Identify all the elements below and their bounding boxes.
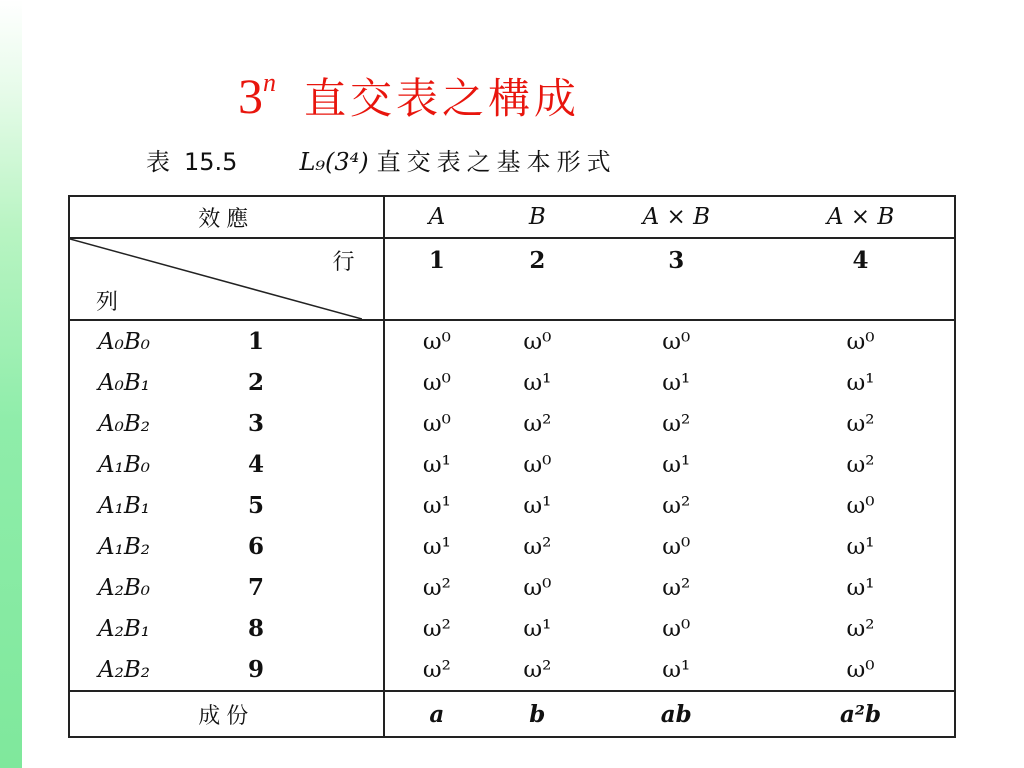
cell-value: ω² (523, 656, 552, 683)
title-text: 直交表之構成 (304, 74, 581, 123)
row-index: 3 (248, 410, 265, 437)
cell-value: ω² (662, 410, 691, 437)
cell-value: ω² (846, 451, 875, 478)
cell-value: ω¹ (662, 451, 691, 478)
cell-value: ω⁰ (846, 492, 875, 519)
treatment-label: A₁B₂ (98, 534, 150, 560)
cell-value: ω⁰ (846, 328, 875, 355)
row-index: 5 (248, 492, 265, 519)
column-number: 4 (767, 238, 955, 320)
title-base: 3 (238, 68, 263, 124)
cell-value: ω¹ (846, 574, 875, 601)
treatment-label: A₂B₀ (98, 575, 150, 601)
effect-cell: A (384, 196, 490, 238)
orthogonal-array-table (68, 195, 956, 738)
row-index: 4 (248, 451, 265, 478)
row-index: 1 (248, 328, 265, 355)
cell-value: ω¹ (846, 369, 875, 396)
component-cell: b (489, 691, 585, 737)
row-index: 2 (248, 369, 265, 396)
title-exponent: n (263, 68, 276, 97)
cell-value: ω² (523, 410, 552, 437)
caption-label: 表 (146, 148, 170, 176)
effect-cell: A × B (767, 196, 955, 238)
row-index: 9 (248, 656, 265, 683)
component-cell: ab (585, 691, 767, 737)
cell-value: ω² (422, 615, 451, 642)
table-row (69, 444, 955, 485)
row-index: 8 (248, 615, 265, 642)
treatment-label: A₁B₀ (98, 452, 150, 478)
effects-header-row (69, 196, 955, 238)
component-cell: a²b (767, 691, 955, 737)
cell-value: ω⁰ (846, 656, 875, 683)
component-cell: a (384, 691, 490, 737)
slide-title (238, 66, 580, 136)
cell-value: ω² (422, 656, 451, 683)
effect-cell: B (489, 196, 585, 238)
effect-cell: A × B (585, 196, 767, 238)
cell-value: ω⁰ (662, 615, 691, 642)
component-row (69, 691, 955, 737)
treatment-label: A₁B₁ (98, 493, 150, 519)
cell-value: ω⁰ (523, 451, 552, 478)
cell-value: ω⁰ (422, 328, 451, 355)
table-caption (146, 142, 617, 182)
cell-value: ω² (662, 574, 691, 601)
cell-value: ω⁰ (662, 328, 691, 355)
component-label: 成份 (69, 691, 384, 737)
table-row (69, 649, 955, 691)
column-number: 1 (384, 238, 490, 320)
table-row (69, 320, 955, 362)
cell-value: ω⁰ (422, 369, 451, 396)
left-accent-bar (0, 0, 22, 768)
column-number: 2 (489, 238, 585, 320)
cell-value: ω¹ (422, 492, 451, 519)
effect-label: 效應 (69, 196, 384, 238)
cell-value: ω¹ (422, 533, 451, 560)
table-row (69, 403, 955, 444)
caption-text: 直交表之基本形式 (376, 148, 617, 176)
cell-value: ω² (422, 574, 451, 601)
cell-value: ω¹ (662, 369, 691, 396)
row-index: 7 (248, 574, 265, 601)
table-row (69, 567, 955, 608)
caption-number: 15.5 (184, 148, 238, 176)
cell-value: ω¹ (422, 451, 451, 478)
cell-value: ω² (662, 492, 691, 519)
treatment-label: A₀B₂ (98, 411, 150, 437)
table-row (69, 526, 955, 567)
table-row (69, 485, 955, 526)
cell-value: ω² (523, 533, 552, 560)
row-axis-label: 列 (96, 290, 119, 315)
cell-value: ω¹ (662, 656, 691, 683)
diagonal-header-cell (69, 238, 384, 320)
cell-value: ω¹ (523, 369, 552, 396)
column-number-row (69, 238, 955, 320)
cell-value: ω² (846, 410, 875, 437)
cell-value: ω¹ (523, 615, 552, 642)
cell-value: ω⁰ (422, 410, 451, 437)
cell-value: ω⁰ (523, 574, 552, 601)
row-index: 6 (248, 533, 265, 560)
cell-value: ω⁰ (523, 328, 552, 355)
cell-value: ω¹ (846, 533, 875, 560)
treatment-label: A₀B₁ (98, 370, 150, 396)
column-number: 3 (585, 238, 767, 320)
treatment-label: A₂B₁ (98, 616, 150, 642)
table-row (69, 608, 955, 649)
treatment-label: A₀B₀ (98, 329, 150, 355)
cell-value: ω¹ (523, 492, 552, 519)
caption-formula: L₉(3⁴) (299, 148, 369, 176)
treatment-label: A₂B₂ (98, 657, 150, 683)
cell-value: ω² (846, 615, 875, 642)
column-axis-label: 行 (332, 250, 355, 275)
cell-value: ω⁰ (662, 533, 691, 560)
table-row (69, 362, 955, 403)
